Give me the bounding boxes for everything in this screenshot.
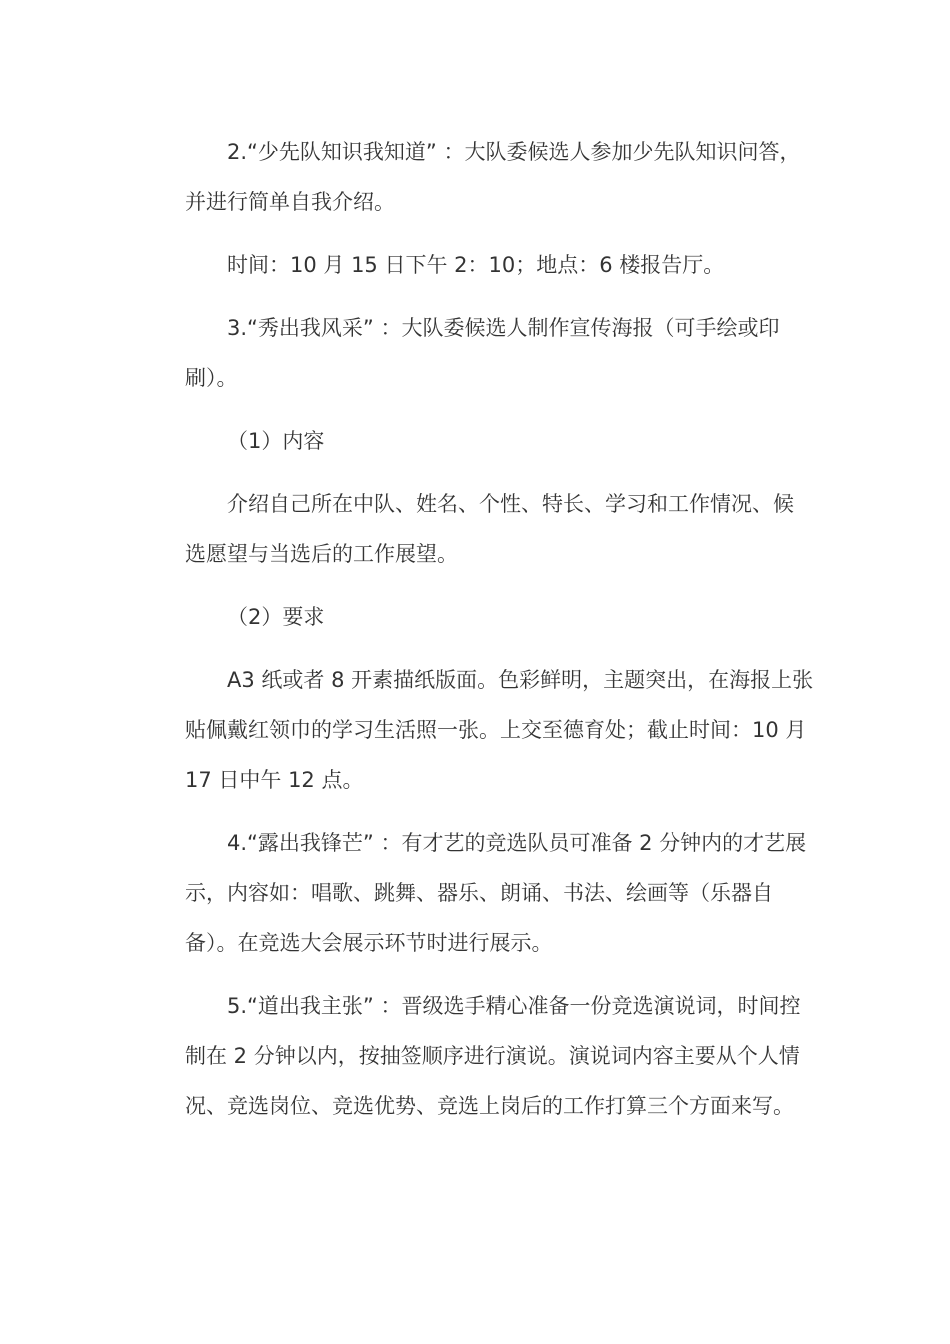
paragraph-requirements-body — [143, 655, 814, 805]
paragraph-item-2 — [143, 127, 807, 227]
text-line: 3.“秀出我风采” ：大队委候选人制作宣传海报（可手绘或印 — [227, 316, 780, 340]
paragraph-item-2-time — [143, 240, 807, 290]
text-line: 况、竞选岗位、竞选优势、竞选上岗后的工作打算三个方面来写。 — [185, 1094, 794, 1118]
paragraph-item-5 — [143, 981, 807, 1131]
text-line: 贴佩戴红领巾的学习生活照一张。上交至德育处；截止时间：10 月 — [185, 718, 807, 742]
text-line: 选愿望与当选后的工作展望。 — [185, 542, 458, 566]
document-body — [143, 127, 814, 1144]
paragraph-item-4 — [143, 818, 807, 968]
paragraph-item-3 — [143, 303, 807, 403]
text-line: （2）要求 — [227, 605, 325, 629]
text-line: 并进行简单自我介绍。 — [185, 190, 395, 214]
text-line: 2.“少先队知识我知道” ：大队委候选人参加少先队知识问答， — [227, 140, 801, 164]
text-line: 4.“露出我锋芒” ：有才艺的竞选队员可准备 2 分钟内的才艺展 — [227, 831, 807, 855]
subheading-requirements — [143, 592, 807, 642]
subheading-content — [143, 416, 807, 466]
text-line: 5.“道出我主张” ：晋级选手精心准备一份竞选演说词，时间控 — [227, 994, 801, 1018]
text-line: 介绍自己所在中队、姓名、个性、特长、学习和工作情况、候 — [227, 492, 794, 516]
paragraph-content-body — [143, 479, 807, 579]
text-line: 备）。在竞选大会展示环节时进行展示。 — [185, 931, 553, 955]
text-line: 17 日中午 12 点。 — [185, 768, 364, 792]
text-line: 时间：10 月 15 日下午 2：10；地点：6 楼报告厅。 — [227, 253, 725, 277]
text-line: 制在 2 分钟以内，按抽签顺序进行演说。演说词内容主要从个人情 — [185, 1044, 800, 1068]
text-line: A3 纸或者 8 开素描纸版面。色彩鲜明，主题突出，在海报上张 — [227, 668, 814, 692]
text-line: 示，内容如：唱歌、跳舞、器乐、朗诵、书法、绘画等（乐器自 — [185, 881, 773, 905]
text-line: 刷）。 — [185, 366, 238, 390]
text-line: （1）内容 — [227, 429, 325, 453]
